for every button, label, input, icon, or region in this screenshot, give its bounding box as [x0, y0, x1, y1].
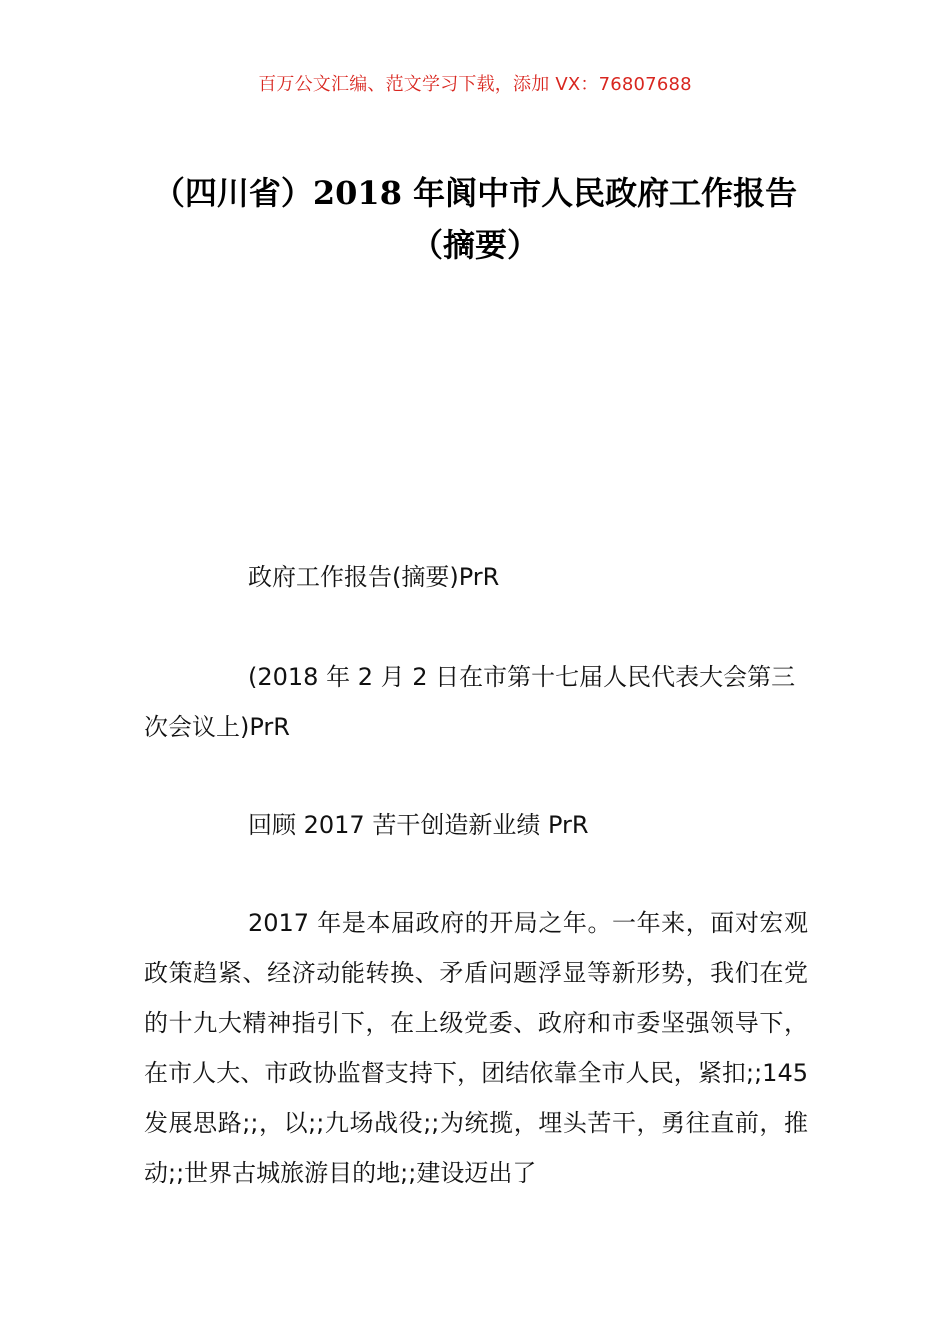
paragraph-text: (2018 年 2 月 2 日在市第十七届人民代表大会第三次会议上)PrR	[144, 663, 796, 741]
document-title: （四川省）2018 年阆中市人民政府工作报告（摘要）	[152, 174, 798, 265]
header-watermark-note: 百万公文汇编、范文学习下载，添加 VX：76807688	[258, 74, 692, 95]
body-paragraph-4	[144, 898, 808, 1198]
paragraph-text: 政府工作报告(摘要)PrR	[248, 563, 500, 591]
body-paragraph-3	[144, 800, 808, 850]
body-paragraph-2	[144, 652, 808, 752]
paragraph-text: 回顾 2017 苦干创造新业绩 PrR	[248, 811, 589, 839]
body-paragraph-1	[144, 552, 808, 602]
paragraph-text: 2017 年是本届政府的开局之年。一年来，面对宏观政策趋紧、经济动能转换、矛盾问题浮显等新形势，我们在党的十九大精神指引下，在上级党委、政府和市委坚强领导下，在市人大、市政协监督支持下，团结依靠全市人民，紧扣;;145 发展思路;;，以;;九场战役;;为统揽，埋头苦干，勇往直前，推动;;世界古城旅游目的地;;建设迈出了	[144, 909, 808, 1187]
